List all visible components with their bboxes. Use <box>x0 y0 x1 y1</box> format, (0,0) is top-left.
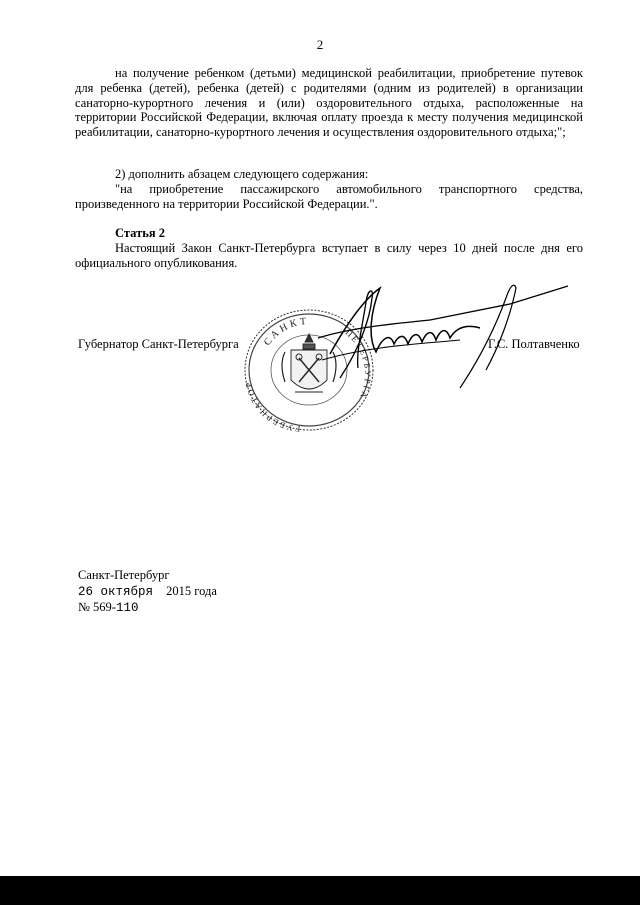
law-number-prefix: № 569- <box>78 600 116 614</box>
scan-border-bottom <box>0 876 640 905</box>
date-typed: 26 октября <box>78 585 154 599</box>
svg-text:ГУБЕРНАТОР <box>243 380 301 434</box>
place-of-signing: Санкт-Петербург <box>78 568 170 582</box>
date-line <box>78 584 217 599</box>
paragraph-continued: на получение ребенком (детьми) медицинской реабилитации, приобретение путевок для ребенка (детей), ребенка (детей) с родителями (одним из родителей) в организации санаторно-курортного лечения и (или) оздоровительного отдыха, расположенные на территории Российской Федерации, включая оплату проезда к месту получения медицинской реабилитации, санаторно-курортного лечения и осуществления оздоровительного отдыха;"; <box>75 66 583 140</box>
signatory-name: Г.С. Полтавченко <box>488 337 580 351</box>
handwritten-signature <box>310 258 570 408</box>
law-number <box>78 600 138 615</box>
page-number: 2 <box>316 37 324 52</box>
signatory-position: Губернатор Санкт-Петербурга <box>78 337 239 351</box>
paragraph-article-2: Настоящий Закон Санкт-Петербурга вступает в силу через 10 дней после дня его официального опубликования. <box>75 241 583 270</box>
date-year: 2015 года <box>166 584 217 598</box>
paragraph-item-2: 2) дополнить абзацем следующего содержания: <box>115 167 369 181</box>
article-title: Статья 2 <box>115 226 165 240</box>
law-number-typed: 110 <box>115 601 139 615</box>
svg-text:САНКТ <box>262 316 310 348</box>
seal-left-text: ГУБЕРНАТОР <box>242 379 301 434</box>
paragraph-quote: "на приобретение пассажирского автомобильного транспортного средства, произведенного на территории Российской Федерации.". <box>75 182 583 211</box>
seal-top-text: САНКТ <box>261 315 310 348</box>
seal-right-text: ПЕТЕРБУРГА <box>343 327 374 402</box>
